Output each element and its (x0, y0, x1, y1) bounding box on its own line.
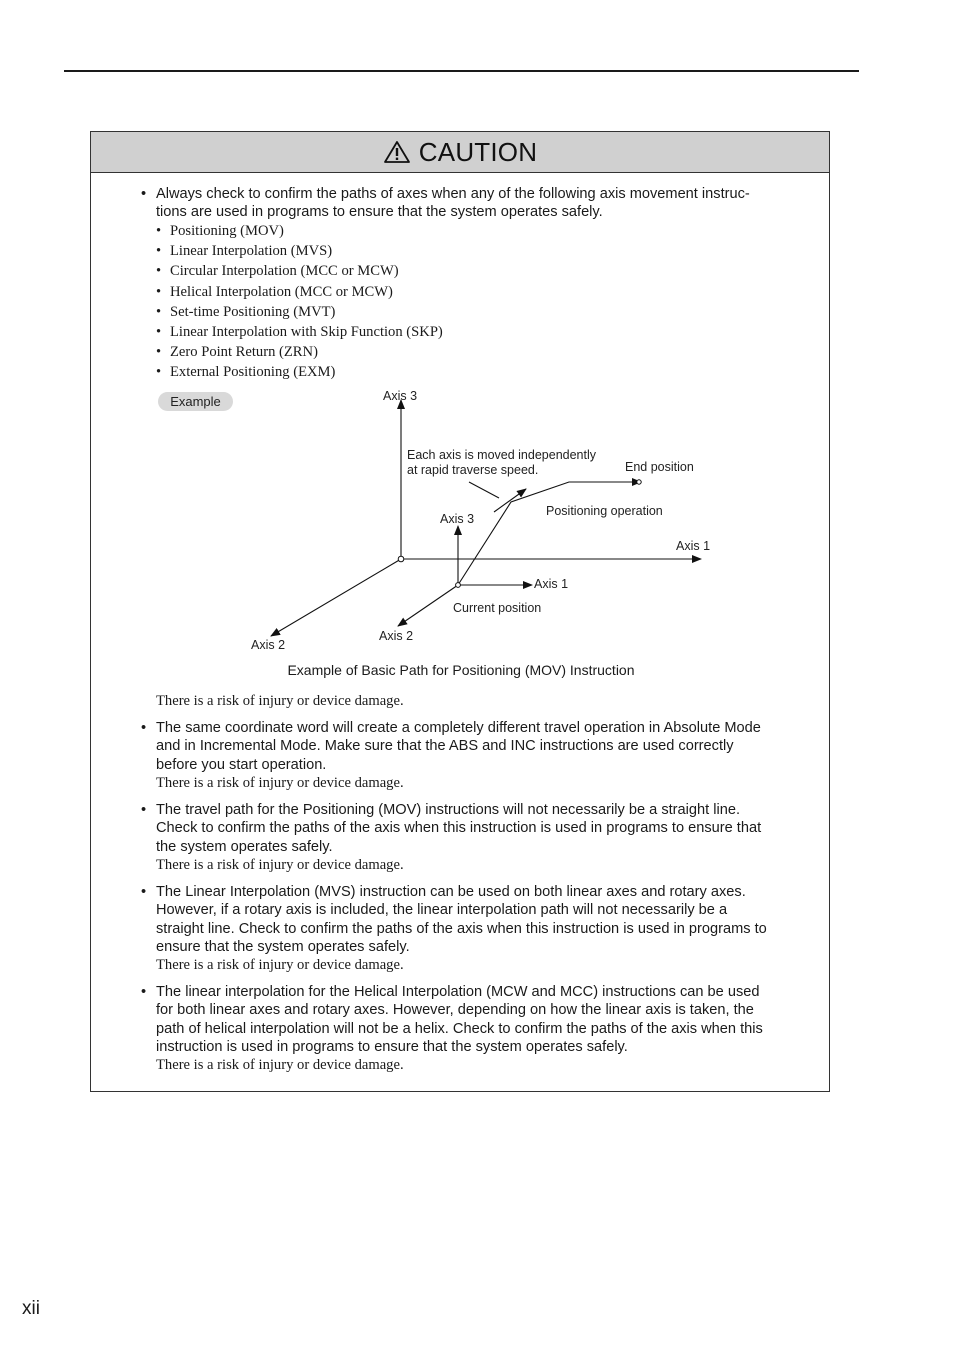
positioning-diagram (91, 132, 831, 692)
text-line: ensure that the system operates safely. (156, 939, 410, 956)
bullet-icon: • (141, 802, 147, 818)
text-line: Check to confirm the paths of the axis when this instruction is used in programs to ensure that (156, 820, 762, 837)
text-line: tions are used in programs to ensure that the system operates safely. (156, 204, 603, 221)
list-item: • Circular Interpolation (MCC or MCW) (156, 263, 399, 279)
text-line: instruction is used in programs to ensure that the system operates safely. (156, 1039, 628, 1056)
axis2-local-label: Axis 2 (379, 629, 414, 643)
list-item: • Positioning (MOV) (156, 223, 284, 239)
risk-note: There is a risk of injury or device damage. (156, 775, 404, 791)
text-line: for both linear axes and rotary axes. However, depending on how the linear axis is taken, the (156, 1002, 754, 1019)
text-line: before you start operation. (156, 756, 327, 773)
list-item: • Linear Interpolation with Skip Function (SKP) (156, 324, 443, 340)
bullet-icon: • (141, 720, 147, 736)
axis2-local-line (398, 585, 458, 626)
text-line: path of helical interpolation will not be a helix. Check to confirm the paths of the axis when this (156, 1020, 763, 1037)
risk-note: There is a risk of injury or device damage. (156, 693, 404, 709)
positioning-path (458, 482, 641, 585)
caution-title: CAUTION (418, 136, 538, 167)
list-item: • Helical Interpolation (MCC or MCW) (156, 284, 393, 300)
end-position-point (637, 480, 641, 484)
caution-item-text (156, 883, 796, 957)
bullet-icon: • (141, 186, 147, 202)
text-line: The same coordinate word will create a completely different travel operation in Absolute Mode (156, 720, 761, 736)
example-label: Example (158, 392, 233, 411)
text-line: straight line. Check to confirm the paths of the axis when this instruction is used in programs to (156, 920, 767, 937)
bullet-icon: • (141, 884, 147, 900)
current-position-point (456, 583, 461, 588)
end-position-label: End position (625, 460, 694, 474)
current-position-label: Current position (453, 601, 542, 615)
text-line: and in Incremental Mode. Make sure that the ABS and INC instructions are used correctly (156, 738, 734, 755)
axis3-main-label: Axis 3 (383, 389, 418, 403)
axis2-main-label: Axis 2 (251, 638, 286, 652)
origin-point (398, 556, 404, 562)
list-item: • Set-time Positioning (MVT) (156, 304, 336, 320)
risk-note: There is a risk of injury or device damage. (156, 1057, 404, 1073)
note-arrow (494, 489, 526, 512)
text-line: The travel path for the Positioning (MOV) instructions will not necessarily be a straight line. (156, 802, 741, 818)
caution-item-text (156, 801, 796, 856)
text-line: The Linear Interpolation (MVS) instruction can be used on both linear axes and rotary axes. (156, 884, 746, 900)
axis2-main-line (271, 559, 401, 636)
note-line-1: Each axis is moved independently (407, 448, 597, 462)
diagram-caption: Example of Basic Path for Positioning (MOV) Instruction (287, 662, 635, 678)
list-item: • Linear Interpolation (MVS) (156, 243, 333, 259)
note-line-2: at rapid traverse speed. (407, 463, 539, 477)
axis1-main-label: Axis 1 (676, 539, 711, 553)
page-number: xii (22, 1298, 40, 1319)
caution-item-text (156, 719, 796, 774)
text-line: However, if a rotary axis is included, the linear interpolation path will not necessarily be a (156, 902, 728, 919)
risk-note: There is a risk of injury or device damage. (156, 857, 404, 873)
bullet-icon: • (141, 984, 147, 1000)
header-rule (64, 70, 859, 72)
text-line: The linear interpolation for the Helical Interpolation (MCW and MCC) instructions can be used (156, 984, 760, 1000)
positioning-operation-label: Positioning operation (546, 504, 663, 518)
axis3-local-label: Axis 3 (440, 512, 475, 526)
list-item: • External Positioning (EXM) (156, 364, 336, 380)
note-leader-line (469, 482, 499, 498)
caution-item-text (156, 983, 796, 1057)
list-item: • Zero Point Return (ZRN) (156, 344, 318, 360)
axis1-local-label: Axis 1 (534, 577, 569, 591)
text-line: Always check to confirm the paths of axes when any of the following axis movement instruc- (156, 186, 750, 202)
caution-box (90, 131, 830, 1092)
risk-note: There is a risk of injury or device damage. (156, 957, 404, 973)
text-line: the system operates safely. (156, 838, 333, 855)
